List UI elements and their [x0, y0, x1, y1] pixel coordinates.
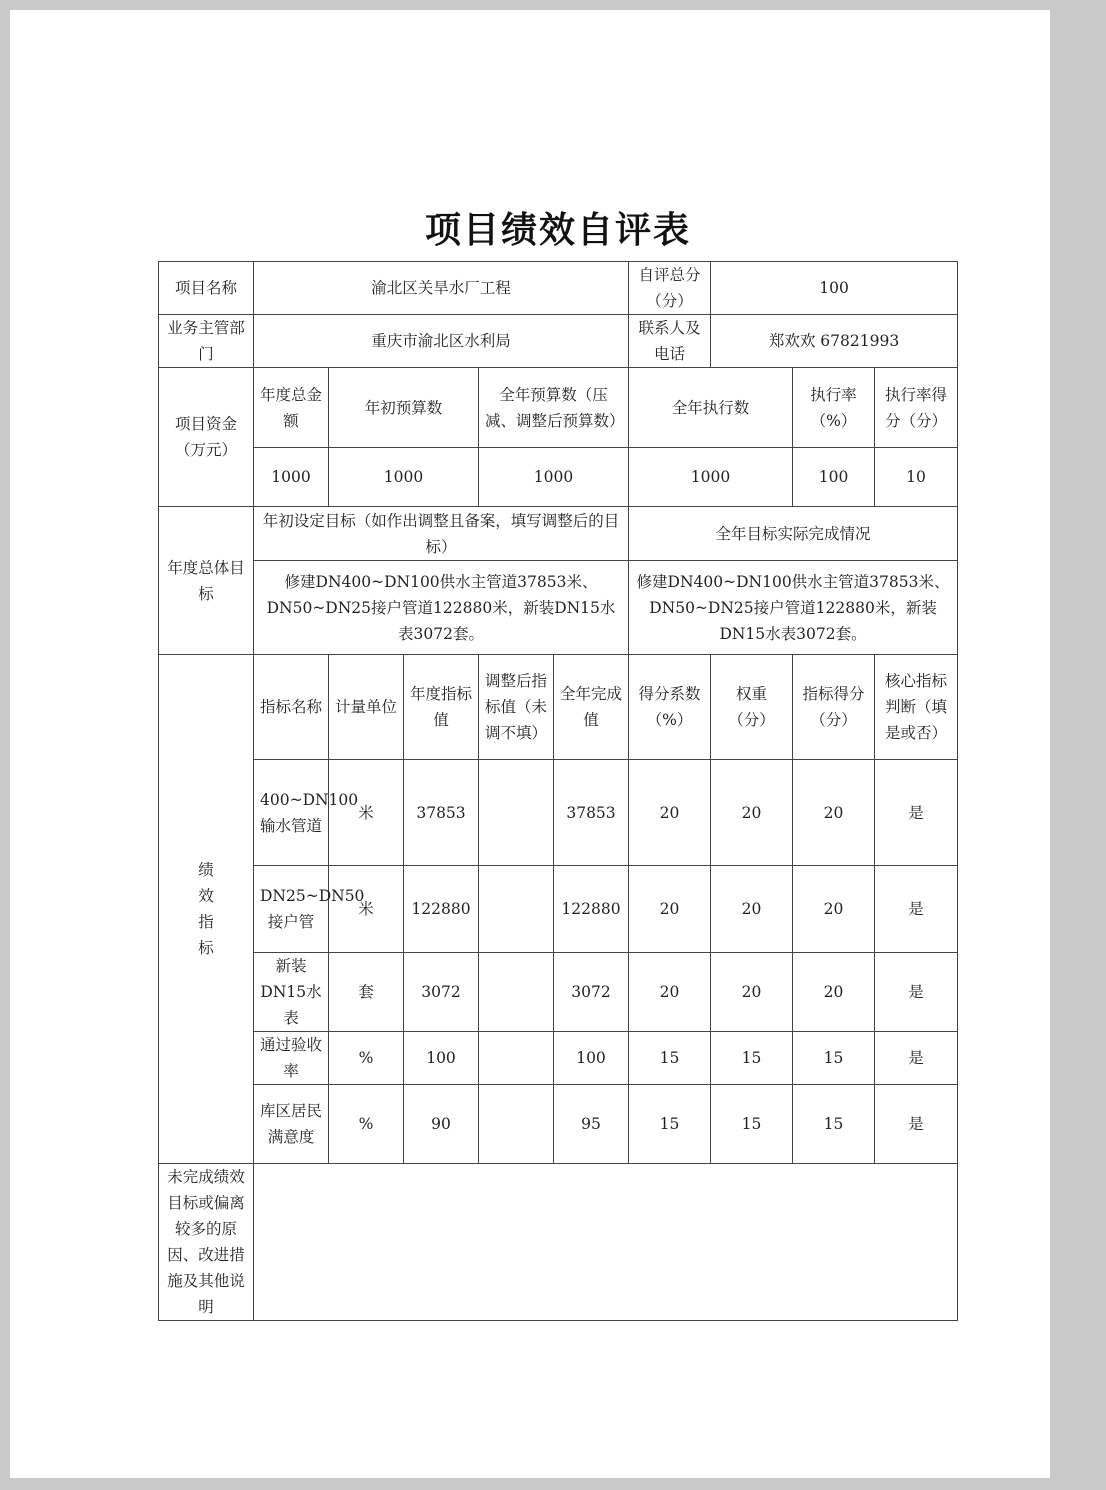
indicator-row — [159, 1085, 958, 1164]
indicator-adjusted — [479, 1085, 554, 1164]
indicator-weight: 20 — [711, 760, 793, 866]
funds-header: 年度总金额 — [254, 368, 329, 448]
annual-goals-label: 年度总体目标 — [159, 507, 254, 655]
indicators-label: 绩效指标 — [198, 861, 214, 957]
planned-goals-text: 修建DN400~DN100供水主管道37853米、DN50~DN25接户管道122880米，新装DN15水表3072套。 — [254, 561, 629, 655]
actual-goals-header: 全年目标实际完成情况 — [629, 507, 958, 561]
indicator-score: 20 — [793, 760, 875, 866]
indicator-core: 是 — [875, 953, 958, 1032]
funds-value: 10 — [875, 448, 958, 507]
indicator-coefficient: 20 — [629, 953, 711, 1032]
goals-text-row — [159, 561, 958, 655]
indicator-core: 是 — [875, 1085, 958, 1164]
funds-header-row — [159, 368, 958, 448]
indicator-completed: 122880 — [554, 866, 629, 953]
indicator-adjusted — [479, 953, 554, 1032]
self-score-value: 100 — [711, 262, 958, 315]
funds-header: 年初预算数 — [329, 368, 479, 448]
indicator-weight: 20 — [711, 866, 793, 953]
goals-header-row — [159, 507, 958, 561]
indicator-target: 3072 — [404, 953, 479, 1032]
indicator-weight: 20 — [711, 953, 793, 1032]
indicator-name: 400~DN100输水管道 — [254, 760, 329, 866]
department-row — [159, 315, 958, 368]
indicator-target: 37853 — [404, 760, 479, 866]
indicator-row — [159, 866, 958, 953]
contact-value: 郑欢欢 67821993 — [711, 315, 958, 368]
indicator-target: 122880 — [404, 866, 479, 953]
indicator-row — [159, 953, 958, 1032]
project-name-label: 项目名称 — [159, 262, 254, 315]
funds-header: 全年预算数（压减、调整后预算数） — [479, 368, 629, 448]
funds-header: 执行率得分（分） — [875, 368, 958, 448]
indicator-score: 20 — [793, 866, 875, 953]
indicator-unit: 套 — [329, 953, 404, 1032]
indicator-coefficient: 20 — [629, 866, 711, 953]
notes-label: 未完成绩效目标或偏离较多的原因、改进措施及其他说明 — [159, 1164, 254, 1321]
indicator-completed: 37853 — [554, 760, 629, 866]
indicator-name: 库区居民满意度 — [254, 1085, 329, 1164]
indicator-adjusted — [479, 1032, 554, 1085]
project-name-row — [159, 262, 958, 315]
funds-value: 100 — [793, 448, 875, 507]
funds-label: 项目资金（万元） — [159, 368, 254, 507]
indicator-header: 全年完成值 — [554, 655, 629, 760]
indicator-unit: 米 — [329, 760, 404, 866]
funds-header: 执行率（%） — [793, 368, 875, 448]
indicator-name: DN25~DN50接户管 — [254, 866, 329, 953]
indicator-score: 15 — [793, 1032, 875, 1085]
funds-values-row — [159, 448, 958, 507]
indicator-name: 新装DN15水表 — [254, 953, 329, 1032]
performance-self-evaluation-table — [158, 261, 958, 1321]
indicator-coefficient: 15 — [629, 1032, 711, 1085]
indicator-coefficient: 20 — [629, 760, 711, 866]
notes-row — [159, 1164, 958, 1321]
indicator-unit: % — [329, 1032, 404, 1085]
indicator-score: 15 — [793, 1085, 875, 1164]
indicator-header: 指标名称 — [254, 655, 329, 760]
indicator-header: 权重（分） — [711, 655, 793, 760]
planned-goals-header: 年初设定目标（如作出调整且备案，填写调整后的目标） — [254, 507, 629, 561]
indicator-target: 90 — [404, 1085, 479, 1164]
indicator-core: 是 — [875, 866, 958, 953]
indicator-target: 100 — [404, 1032, 479, 1085]
self-score-label: 自评总分（分） — [629, 262, 711, 315]
indicator-unit: 米 — [329, 866, 404, 953]
document-page — [10, 10, 1050, 1478]
indicator-coefficient: 15 — [629, 1085, 711, 1164]
indicator-adjusted — [479, 866, 554, 953]
indicator-header: 调整后指标值（未调不填） — [479, 655, 554, 760]
funds-value: 1000 — [479, 448, 629, 507]
indicators-header-row — [159, 655, 958, 760]
indicator-core: 是 — [875, 760, 958, 866]
notes-value — [254, 1164, 958, 1321]
indicator-row — [159, 760, 958, 866]
indicator-header: 指标得分（分） — [793, 655, 875, 760]
indicator-completed: 100 — [554, 1032, 629, 1085]
indicator-completed: 95 — [554, 1085, 629, 1164]
indicators-label-cell — [159, 655, 254, 1164]
indicator-adjusted — [479, 760, 554, 866]
document-title: 项目绩效自评表 — [424, 210, 691, 251]
indicator-completed: 3072 — [554, 953, 629, 1032]
funds-value: 1000 — [629, 448, 793, 507]
department-value: 重庆市渝北区水利局 — [254, 315, 629, 368]
funds-value: 1000 — [254, 448, 329, 507]
indicator-weight: 15 — [711, 1085, 793, 1164]
indicator-header: 计量单位 — [329, 655, 404, 760]
contact-label: 联系人及电话 — [629, 315, 711, 368]
indicator-unit: % — [329, 1085, 404, 1164]
indicator-name: 通过验收率 — [254, 1032, 329, 1085]
indicator-header: 得分系数（%） — [629, 655, 711, 760]
indicator-score: 20 — [793, 953, 875, 1032]
indicator-header: 年度指标值 — [404, 655, 479, 760]
project-name-value: 渝北区关旱水厂工程 — [254, 262, 629, 315]
indicator-weight: 15 — [711, 1032, 793, 1085]
indicator-header: 核心指标判断（填是或否） — [875, 655, 958, 760]
indicator-core: 是 — [875, 1032, 958, 1085]
indicator-row — [159, 1032, 958, 1085]
funds-value: 1000 — [329, 448, 479, 507]
funds-header: 全年执行数 — [629, 368, 793, 448]
actual-goals-text: 修建DN400~DN100供水主管道37853米、DN50~DN25接户管道122880米，新装DN15水表3072套。 — [629, 561, 958, 655]
department-label: 业务主管部门 — [159, 315, 254, 368]
